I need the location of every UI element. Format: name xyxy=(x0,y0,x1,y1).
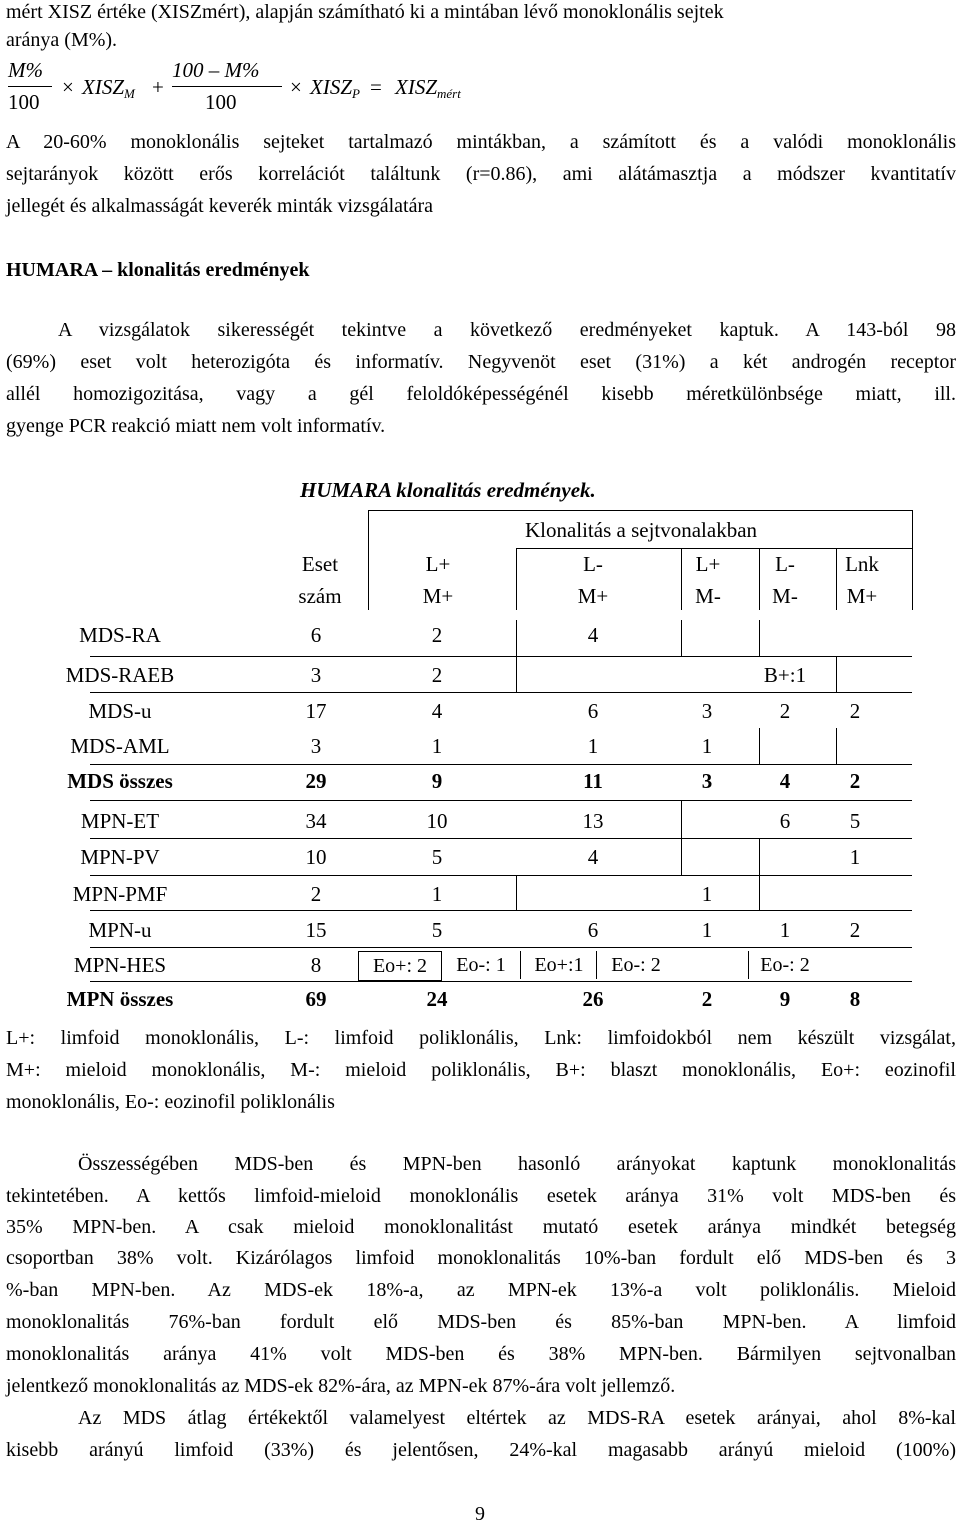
formula-t2-var: $XISZ_P$ xyxy=(310,75,360,101)
table-rule xyxy=(516,656,517,692)
row-label: MDS-RAEB xyxy=(65,663,175,687)
para3-line-5: %-ban MPN-ben. Az MDS-ek 18%-a, az MPN-ek 13%-a volt poliklonális. Mieloid xyxy=(6,1279,956,1301)
para3-line-2: tekintetében. A kettős limfoid-mieloid monoklonális esetek aránya 31% volt MDS-ben és xyxy=(6,1185,956,1207)
table-rule xyxy=(681,838,682,875)
formula-t1-num: M% xyxy=(8,58,43,82)
table-rule xyxy=(516,548,517,610)
row-label: MPN-PMF xyxy=(72,882,168,906)
table-cell: 3 xyxy=(310,663,322,687)
table-cell: 4 xyxy=(779,769,791,793)
table-rule xyxy=(90,947,912,948)
table-cell: 9 xyxy=(431,769,443,793)
table-cell: 29 xyxy=(305,769,327,793)
table-rule xyxy=(516,548,912,549)
col-header-bottom: M- xyxy=(772,584,798,608)
formula-times-1: × xyxy=(62,75,74,99)
para3-line-3: 35% MPN-ben. A csak mieloid monoklonalitást mutató esetek aránya mindkét betegség xyxy=(6,1216,956,1238)
table-cell: 2 xyxy=(849,699,861,723)
table-cell: 1 xyxy=(849,845,861,869)
table-cell: 15 xyxy=(305,918,327,942)
formula-plus: + xyxy=(152,75,164,99)
table-cell: 13 xyxy=(582,809,604,833)
para3-line-1: Összességében MDS-ben és MPN-ben hasonló arányokat kaptunk monoklonalitás xyxy=(78,1153,956,1175)
intro-line-1: mért XISZ értéke (XISZmért), alapján számítható ki a mintában lévő monoklonális sejtek xyxy=(6,1,724,23)
hes-subcell: Eo-: 2 xyxy=(748,951,821,979)
table-cell: 2 xyxy=(431,663,443,687)
table-cell: 4 xyxy=(587,845,599,869)
table-rule xyxy=(681,548,682,610)
table-cell: 10 xyxy=(426,809,448,833)
row-label: MDS-u xyxy=(88,699,152,723)
table-rule xyxy=(90,981,912,982)
table-cell: 5 xyxy=(431,918,443,942)
table-cell: 24 xyxy=(426,987,448,1011)
col-header-top: Lnk xyxy=(845,552,879,576)
row-label: MPN-HES xyxy=(73,953,167,977)
hes-subcell: Eo-: 2 xyxy=(596,951,675,979)
table-cell: 1 xyxy=(701,918,713,942)
table-cell: 4 xyxy=(587,623,599,647)
table-cell: 26 xyxy=(582,987,604,1011)
col-header-top: L- xyxy=(583,552,603,576)
para3-line-4: csoportban 38% volt. Kizárólagos limfoid monoklonalitás 10%-ban fordult elő MDS-ben és 3 xyxy=(6,1247,956,1269)
table-cell: 2 xyxy=(701,987,713,1011)
hes-subcell: Eo-: 1 xyxy=(456,954,506,976)
table-rule xyxy=(759,838,760,875)
para1-line-3: jellegét és alkalmasságát keverék minták vizsgálatára xyxy=(6,195,434,217)
table-cell: 2 xyxy=(779,699,791,723)
row-label: MPN-ET xyxy=(80,809,160,833)
para3-line-6: monoklonalitás 76%-ban fordult elő MDS-ben és 85%-ban MPN-ben. A limfoid xyxy=(6,1311,956,1333)
col-header-top: Eset xyxy=(301,552,339,576)
table-rule xyxy=(759,620,760,656)
para4-line-1: Az MDS átlag értékektől valamelyest eltértek az MDS-RA esetek arányai, ahol 8%-kal xyxy=(78,1407,956,1429)
row-label: MPN összes xyxy=(66,987,174,1011)
table-cell: 6 xyxy=(587,699,599,723)
para3-line-7: monoklonalitás aránya 41% volt MDS-ben és 38% MPN-ben. Bármilyen sejtvonalban xyxy=(6,1343,956,1365)
table-cell: 2 xyxy=(431,623,443,647)
table-cell: 1 xyxy=(587,734,599,758)
table-rule xyxy=(912,510,913,610)
table-cell: 69 xyxy=(305,987,327,1011)
table-cell: 1 xyxy=(779,918,791,942)
table-cell: 1 xyxy=(431,734,443,758)
para1-line-2: sejtarányok között erős korrelációt találtunk (r=0.86), ami alátámasztja a módszer kvantitatív xyxy=(6,163,956,185)
formula-frac-line-2 xyxy=(172,86,282,87)
table-cell: 10 xyxy=(305,845,327,869)
table-rule xyxy=(836,728,837,764)
formula-t2-den: 100 xyxy=(205,90,237,114)
table-cell: 3 xyxy=(310,734,322,758)
para3-line-8: jelentkező monoklonalitás az MDS-ek 82%-ára, az MPN-ek 87%-ára volt jellemző. xyxy=(6,1375,676,1397)
formula-rhs-var: $XISZ_{mért}$ xyxy=(395,75,461,101)
hes-subcell: Eo+: 2 xyxy=(358,951,442,981)
table-cell: 3 xyxy=(701,699,713,723)
table-rule xyxy=(90,838,912,839)
table-rule xyxy=(90,692,912,693)
col-header-top: L+ xyxy=(695,552,721,576)
table-cell: 34 xyxy=(305,809,327,833)
table-rule xyxy=(516,875,517,910)
section-heading: HUMARA – klonalitás eredmények xyxy=(6,259,310,281)
para2-line-1: A vizsgálatok sikerességét tekintve a következő eredményeket kaptuk. A 143-ból 98 xyxy=(58,319,956,341)
table-cell: 8 xyxy=(849,987,861,1011)
table-cell: 6 xyxy=(779,809,791,833)
table-cell: 2 xyxy=(849,918,861,942)
formula-t2-num: 100 – M% xyxy=(172,58,260,82)
table-cell: 17 xyxy=(305,699,327,723)
table-rule xyxy=(681,620,682,656)
intro-line-2: aránya (M%). xyxy=(6,29,118,51)
col-header-bottom: M+ xyxy=(422,584,454,608)
formula-frac-line-1 xyxy=(8,86,52,87)
table-rule xyxy=(90,764,912,765)
table-cell: 1 xyxy=(701,882,713,906)
legend-line-1: L+: limfoid monoklonális, L-: limfoid poliklonális, Lnk: limfoidokból nem készült vizsgálat, xyxy=(6,1027,956,1049)
table-cell: 9 xyxy=(779,987,791,1011)
table-cell: B+:1 xyxy=(763,663,807,687)
table-rule xyxy=(90,910,912,911)
table-rule xyxy=(759,728,760,764)
row-label: MPN-u xyxy=(88,918,152,942)
legend-line-2: M+: mieloid monoklonális, M-: mieloid poliklonális, B+: blaszt monoklonális, Eo+: eozinofil xyxy=(6,1059,956,1081)
row-label: MDS összes xyxy=(67,769,173,793)
table-rule xyxy=(836,548,837,610)
col-header-bottom: M- xyxy=(695,584,721,608)
col-header-bottom: M+ xyxy=(846,584,878,608)
table-cell: 5 xyxy=(431,845,443,869)
para4-line-2: kisebb arányú limfoid (33%) és jelentősen, 24%-kal magasabb arányú mieloid (100%) xyxy=(6,1439,956,1461)
table-cell: 3 xyxy=(701,769,713,793)
para2-line-3: allél homozigozitása, vagy a gél feloldóképességénél kisebb méretkülönbsége miatt, ill. xyxy=(6,383,956,405)
table-rule xyxy=(681,800,682,838)
formula-t1-var: $XISZ_M$ xyxy=(82,75,135,101)
table-rule xyxy=(368,510,913,511)
table-rule xyxy=(516,620,517,656)
para2-line-4: gyenge PCR reakció miatt nem volt informatív. xyxy=(6,415,386,437)
table-rule xyxy=(90,875,912,876)
table-cell: 5 xyxy=(849,809,861,833)
formula-times-2: × xyxy=(290,75,302,99)
table-cell: 11 xyxy=(583,769,603,793)
table-cell: 2 xyxy=(310,882,322,906)
col-header-top: L+ xyxy=(425,552,451,576)
table-rule xyxy=(90,656,912,657)
table-rule xyxy=(90,800,912,801)
table-cell: 6 xyxy=(587,918,599,942)
table-cell: 1 xyxy=(701,734,713,758)
table-cell: 2 xyxy=(849,769,861,793)
formula-t1-den: 100 xyxy=(8,90,40,114)
table-cell: 1 xyxy=(431,882,443,906)
col-header-bottom: szám xyxy=(298,584,342,608)
table-rule xyxy=(836,656,837,692)
page-number: 9 xyxy=(475,1503,485,1525)
row-label: MDS-AML xyxy=(70,734,170,758)
table-cell: 8 xyxy=(310,953,322,977)
table-cell: 4 xyxy=(431,699,443,723)
row-label: MDS-RA xyxy=(79,623,161,647)
legend-line-3: monoklonális, Eo-: eozinofil poliklonális xyxy=(6,1091,335,1113)
col-header-bottom: M+ xyxy=(577,584,609,608)
group-header: Klonalitás a sejtvonalakban xyxy=(524,518,758,542)
table-rule xyxy=(759,875,760,910)
formula-equals: = xyxy=(370,75,382,99)
row-label: MPN-PV xyxy=(80,845,160,869)
table-rule xyxy=(759,548,760,610)
table-title: HUMARA klonalitás eredmények. xyxy=(300,478,596,502)
col-header-top: L- xyxy=(775,552,795,576)
hes-subcell: Eo+:1 xyxy=(520,951,597,979)
table-cell: 6 xyxy=(310,623,322,647)
para2-line-2: (69%) eset volt heterozigóta és informatív. Negyvenöt eset (31%) a két androgén receptor xyxy=(6,351,956,373)
para1-line-1: A 20-60% monoklonális sejteket tartalmazó mintákban, a számított és a valódi monoklonális xyxy=(6,131,956,153)
